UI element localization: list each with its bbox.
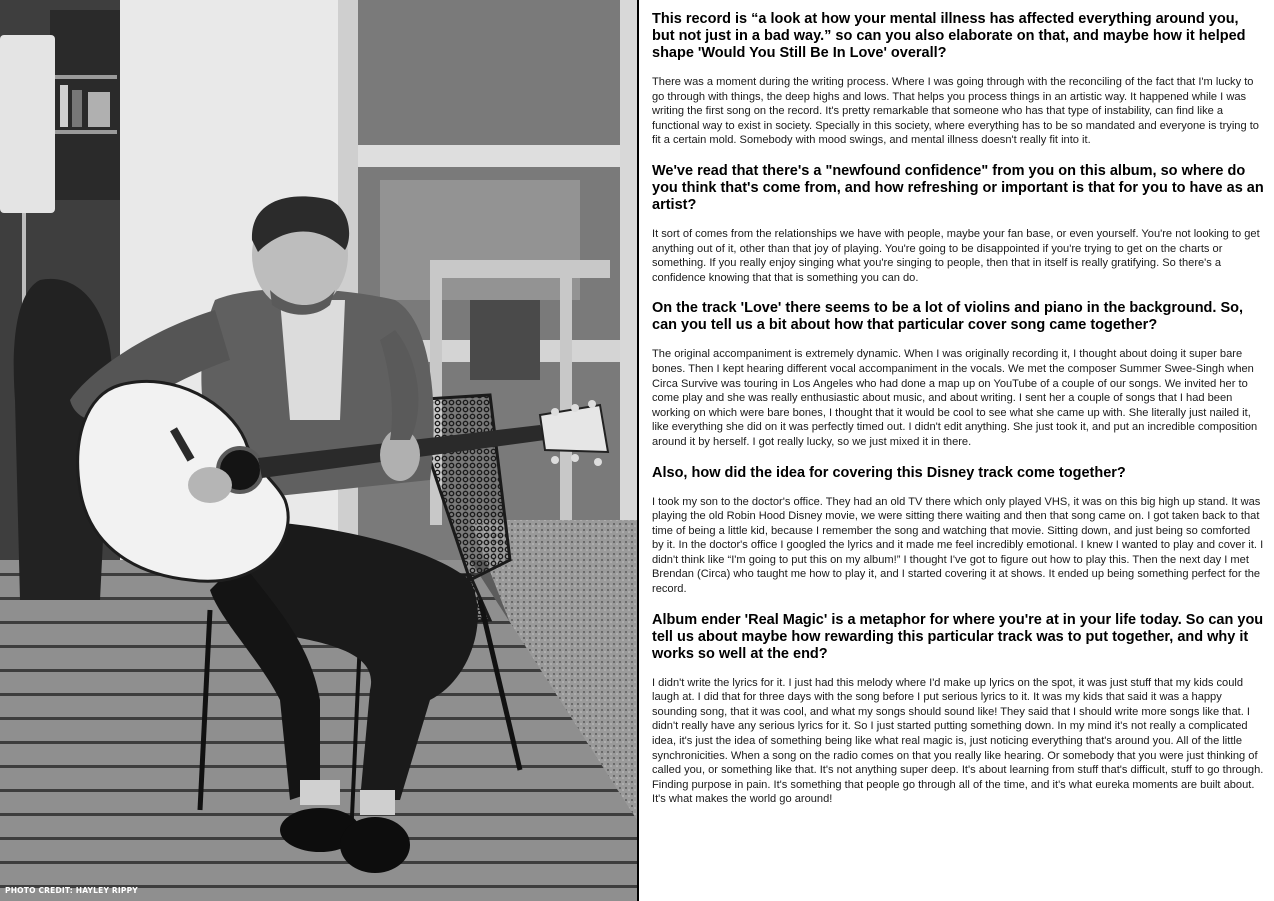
interview-article	[637, 0, 1274, 901]
interview-answer: There was a moment during the writing process. Where I was going through with the reconciling of the fact that I'm lucky to go through with things, the deep highs and lows. That helps you process things in an artistic way. It happened while I was writing the first song on the record. It's pretty remarkable that someone who has that type of instability, can find like a functional way to exist in society. Specially in this society, where everything has to be so mandated and everyone is trying to fit a certain mold. Somebody with mood swings, and mental illness doesn't really fit into it.	[652, 76, 1259, 147]
interview-question: We've read that there's a "newfound confidence" from you on this album, so where do you think that's come from, and how refreshing or important is that for you to have as an artist?	[652, 162, 1264, 213]
interview-answer: The original accompaniment is extremely dynamic. When I was originally recording it, I thought about doing it super bare bones. Then I kept hearing different vocal accompaniment in the vocals. We met the composer Summer Swee-Singh when Circa Survive was touring in Los Angeles who had done a map up on YouTube of a couple of our songs. We invited her to come play and she was really enthusiastic about music, and about writing. I sent her a couple of songs that I had been working on which were bare bones, I thought that it would be cool to see what she came up with. She literally just nailed it, like everything she did on it was perfectly timed out. I didn't edit anything. She just took it, and put an incredible composition around it by herself. I got really lucky, so we just mixed it in there.	[652, 348, 1258, 448]
qa-item	[652, 11, 1264, 148]
qa-item	[652, 612, 1264, 807]
interview-question: On the track 'Love' there seems to be a lot of violins and piano in the background. So, can you tell us a bit about how that particular cover song came together?	[652, 300, 1244, 334]
photo-credit: PHOTO CREDIT: HAYLEY RIPPY	[5, 886, 138, 895]
interview-question: This record is “a look at how your mental illness has affected everything around you, but not just in a bad way.” so can you also elaborate on that, and maybe how it helped shape 'Would You Still Be In Love' overall?	[652, 11, 1246, 61]
interview-question: Also, how did the idea for covering this Disney track come together?	[652, 464, 1126, 481]
interview-answer: It sort of comes from the relationships we have with people, maybe your fan base, or even yourself. You're not looking to get anything out of it, other than that joy of playing. You're going to be disappointed if you're trying to get on the charts or something. If you really enjoy singing what you're singing to people, then that in itself is really gratifying. So there's a confidence knowing that that is something you can do.	[652, 227, 1260, 284]
interview-question: Album ender 'Real Magic' is a metaphor for where you're at in your life today. So can you tell us about maybe how rewarding this particular track was to put together, and why it works so well at the end?	[652, 611, 1264, 662]
qa-item	[652, 300, 1264, 449]
qa-item	[652, 163, 1264, 285]
interview-answer: I didn't write the lyrics for it. I just had this melody where I'd make up lyrics on the spot, it was just stuff that my kids could laugh at. I did that for three days with the song before I put serious lyrics to it. It was my kids that said it was a happy sounding song, that it was cool, and what my songs should sound like! They said that I should write more songs like that. I didn't really have any serious lyrics for it. So I just started putting something down. In my mind it's not really a complicated idea, it's just the idea of something being like what real magic is, just noticing everything that's around you. All of the little synchronicities. When a song on the radio comes on that you really like hearing. Or somebody that you were just thinking of called you, or something like that. It's not anything super deep. It's about learning from stuff that's difficult, stuff to go through. Finding purpose in pain. It's something that people go through all of the time, and it's what eureka moments are built about. It's what makes the world go around!	[652, 676, 1264, 806]
qa-item	[652, 465, 1264, 597]
interview-answer: I took my son to the doctor's office. They had an old TV there which only played VHS, it was on this big high up stand. It was playing the old Robin Hood Disney movie, we were sitting there waiting and then that song came on. I got taken back to that time of being a little kid, because I remember the song and watching that movie. Sitting down, and just being so comforted by it. In the doctor's office I googled the lyrics and it made me feel incredibly emotional. I knew I wanted to play and cover it. I didn't think like “I'm going to put this on my album!” I thought I've got to figure out how to play this. Then the next day I met Brendan (Circa) who taught me how to play it, and I started covering it at shows. It ended up being something perfect for the record.	[652, 495, 1264, 596]
